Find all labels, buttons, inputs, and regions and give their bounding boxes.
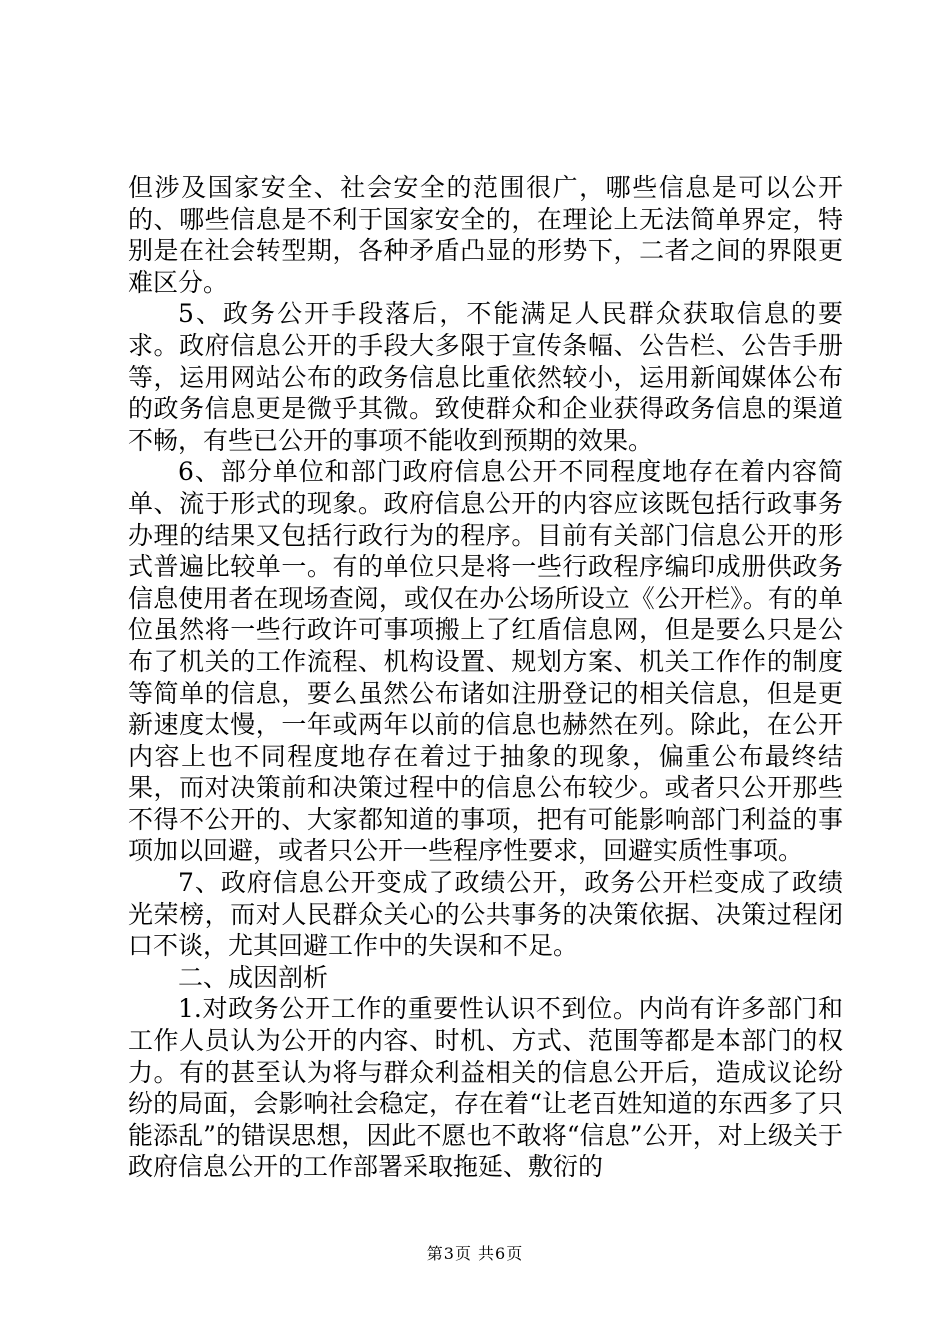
page-number-footer: 第3页 共6页 [426, 1244, 524, 1263]
document-body [128, 172, 843, 1183]
paragraph-2: 5、政务公开手段落后，不能满足人民群众获取信息的要求。政府信息公开的手段大多限于宣传条幅、公告栏、公告手册等，运用网站公布的政务信息比重依然较小，运用新闻媒体公布的政务信息更是微乎其微。致使群众和企业获得政务信息的渠道不畅，有些已公开的事项不能收到预期的效果。 [128, 299, 843, 455]
paragraph-5: 1.对政务公开工作的重要性认识不到位。内尚有许多部门和工作人员认为公开的内容、时机、方式、范围等都是本部门的权力。有的甚至认为将与群众利益相关的信息公开后，造成议论纷纷的局面，会影响社会稳定，存在着“让老百姓知道的东西多了只能添乱”的错误思想，因此不愿也不敢将“信息”公开，对上级关于政府信息公开的工作部署采取拖延、敷衍的 [128, 994, 843, 1182]
paragraph-4: 7、政府信息公开变成了政绩公开，政务公开栏变成了政绩光荣榜，而对人民群众关心的公共事务的决策依据、决策过程闭口不谈，尤其回避工作中的失误和不足。 [128, 868, 843, 961]
paragraph-3: 6、部分单位和部门政府信息公开不同程度地存在着内容简单、流于形式的现象。政府信息公开的内容应该既包括行政事务办理的结果又包括行政行为的程序。目前有关部门信息公开的形式普遍比较单一。有的单位只是将一些行政程序编印成册供政务信息使用者在现场查阅，或仅在办公场所设立《公开栏》。有的单位虽然将一些行政许可事项搬上了红盾信息网，但是要么只是公布了机关的工作流程、机构设置、规划方案、机关工作作的制度等简单的信息，要么虽然公布诸如注册登记的相关信息，但是更新速度太慢，一年或两年以前的信息也赫然在列。除此，在公开内容上也不同程度地存在着过于抽象的现象，偏重公布最终结果，而对决策前和决策过程中的信息公布较少。或者只公开那些不得不公开的、大家都知道的事项，把有可能影响部门利益的事项加以回避，或者只公开一些程序性要求，回避实质性事项。 [128, 457, 843, 866]
paragraph-1: 但涉及国家安全、社会安全的范围很广，哪些信息是可以公开的、哪些信息是不利于国家安全的，在理论上无法简单界定，特别是在社会转型期，各种矛盾凸显的形势下，二者之间的界限更难区分。 [128, 173, 843, 297]
section-heading: 二、成因剖析 [178, 962, 329, 992]
